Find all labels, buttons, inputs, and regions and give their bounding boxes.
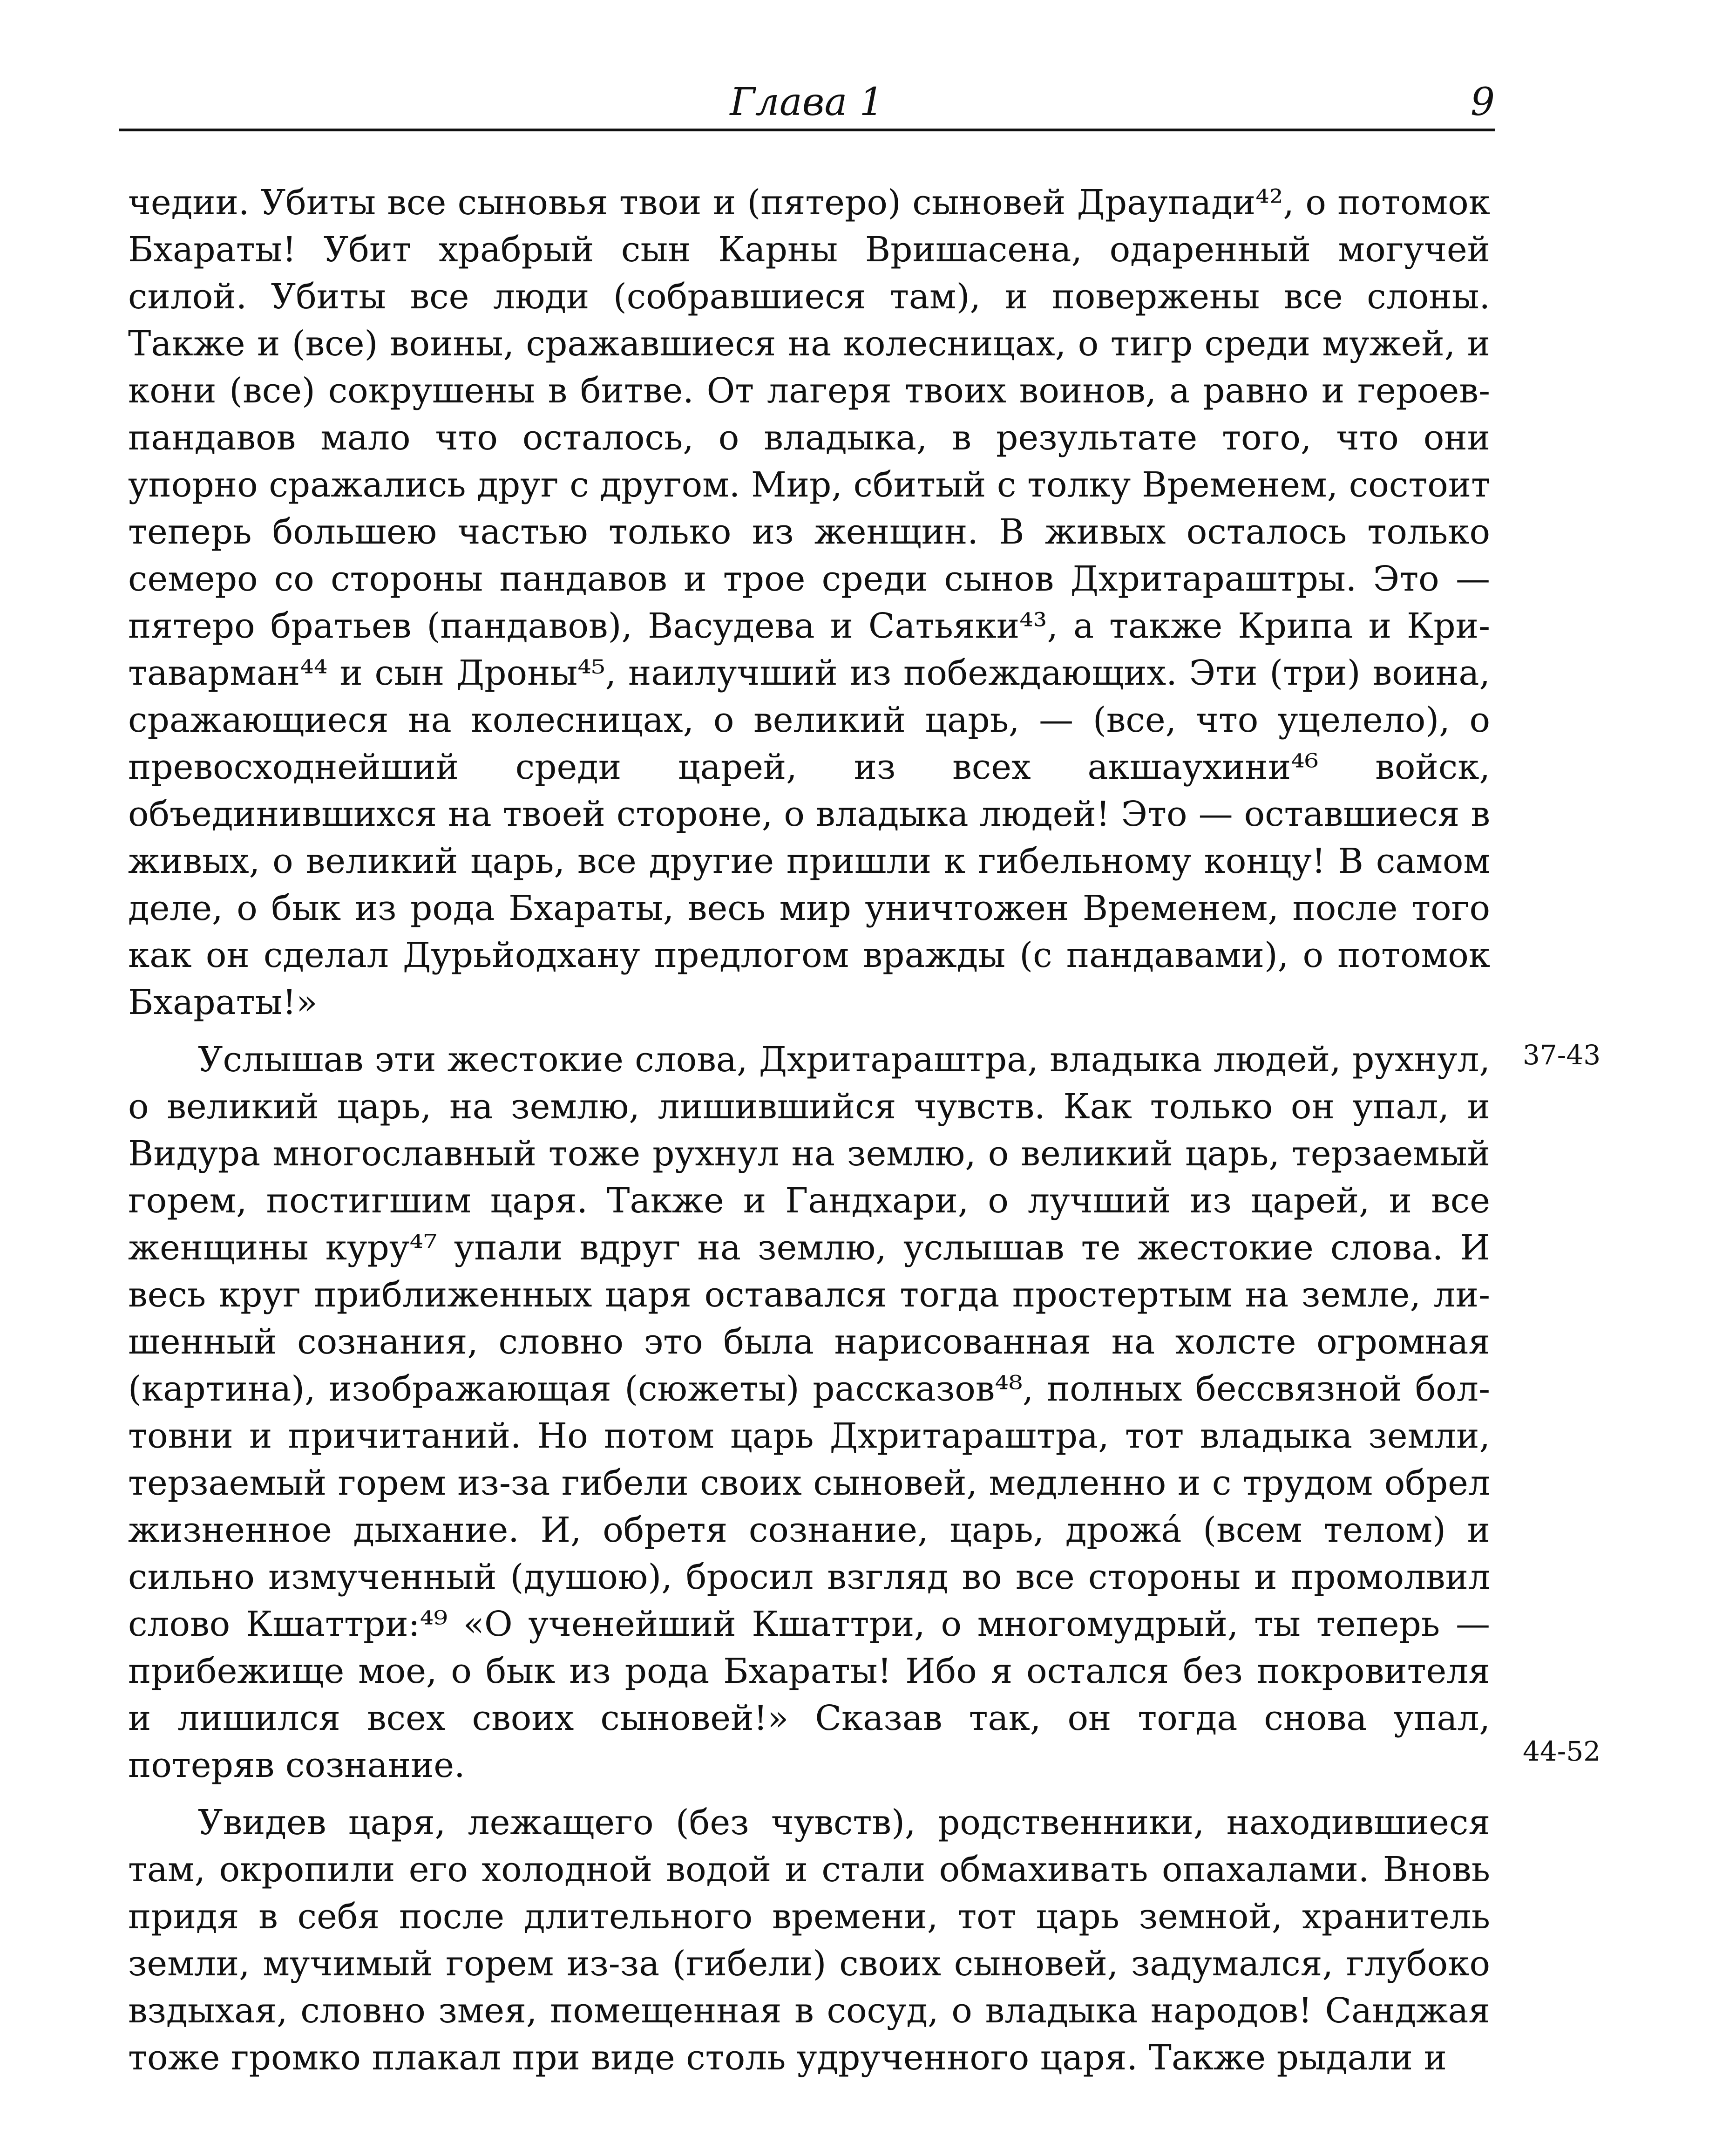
verse-range-note-1: 37-43 (1523, 1039, 1601, 1071)
verse-range-note-2: 44-52 (1523, 1735, 1601, 1767)
paragraph-2: Услышав эти жестокие слова, Дхритараштра, владыка людей, рухнул, о великий царь, на землю, лишившийся чувств. Как только он упал, и Видура многославный тоже рухнул на землю, о великий царь, терзаемый горем, постигшим царя. Также и Гандхари, о лучший из царей, и все женщины куру⁴⁷ упали вдруг на землю, услышав те жестокие слова. И весь круг приближенных царя оставался тогда простертым на земле, лишенный сознания, словно это была нарисованная на холсте огромная (картина), изображающая (сюжеты) рассказов⁴⁸, полных бессвязной болтовни и причитаний. Но потом царь Дхритараштра, тот владыка земли, терзаемый горем из-за гибели своих сыновей, медленно и с трудом обрел жизненное дыхание. И, обретя сознание, царь, дрожа́ (всем телом) и сильно измученный (душою), бросил взгляд во все стороны и промолвил слово Кшаттри:⁴⁹ «О ученейший Кшаттри, о многомудрый, ты теперь — прибежище мое, о бык из рода Бхараты! Ибо я остался без покровителя и лишился всех своих сыновей!» Сказав так, он тогда снова упал, потеряв сознание. (128, 1040, 1490, 1785)
paragraph-3: Увидев царя, лежащего (без чувств), родственники, находившиеся там, окропили его холодной водой и стали обмахивать опахалами. Вновь придя в себя после длительного времени, тот царь земной, хранитель земли, мучимый горем из-за (гибели) своих сыновей, задумался, глубоко вздыхая, словно змея, помещенная в сосуд, о владыка народов! Санджая тоже громко плакал при виде столь удрученного царя. Также рыдали и (128, 1803, 1490, 2078)
paragraph-1: чедии. Убиты все сыновья твои и (пятеро) сыновей Драупади⁴², о потомок Бхараты! Убит храбрый сын Карны Вришасена, одаренный могучей силой. Убиты все люди (собравшиеся там), и повержены все слоны. Также и (все) воины, сражавшиеся на колесницах, о тигр среди мужей, и кони (все) сокрушены в битве. От лагеря твоих воинов, а равно и героев-пандавов мало что осталось, о владыка, в результате того, что они упорно сражались друг с другом. Мир, сбитый с толку Временем, состоит теперь большею частью только из женщин. В живых осталось только семеро со стороны пандавов и трое среди сынов Дхритараштры. Это — пятеро братьев (пандавов), Васудева и Сатьяки⁴³, а также Крипа и Критаварман⁴⁴ и сын Дроны⁴⁵, наилучший из побеждающих. Эти (три) воина, сражающиеся на колесницах, о великий царь, — (все, что уцелело), о превосходнейший среди царей, из всех акшаухини⁴⁶ войск, объединившихся на твоей стороне, о владыка людей! Это — оставшиеся в живых, о великий царь, все другие пришли к гибельному концу! В самом деле, о бык из рода Бхараты, весь мир уничтожен Временем, после того как он сделал Дурьйодхану предлогом вражды (с пандавами), о потомок Бхараты!» (128, 183, 1490, 1022)
running-head (119, 75, 1495, 130)
body-text (128, 179, 1490, 2082)
header-rule (119, 129, 1495, 131)
chapter-title: Глава 1 (730, 80, 884, 124)
page-number: 9 (1470, 80, 1495, 124)
